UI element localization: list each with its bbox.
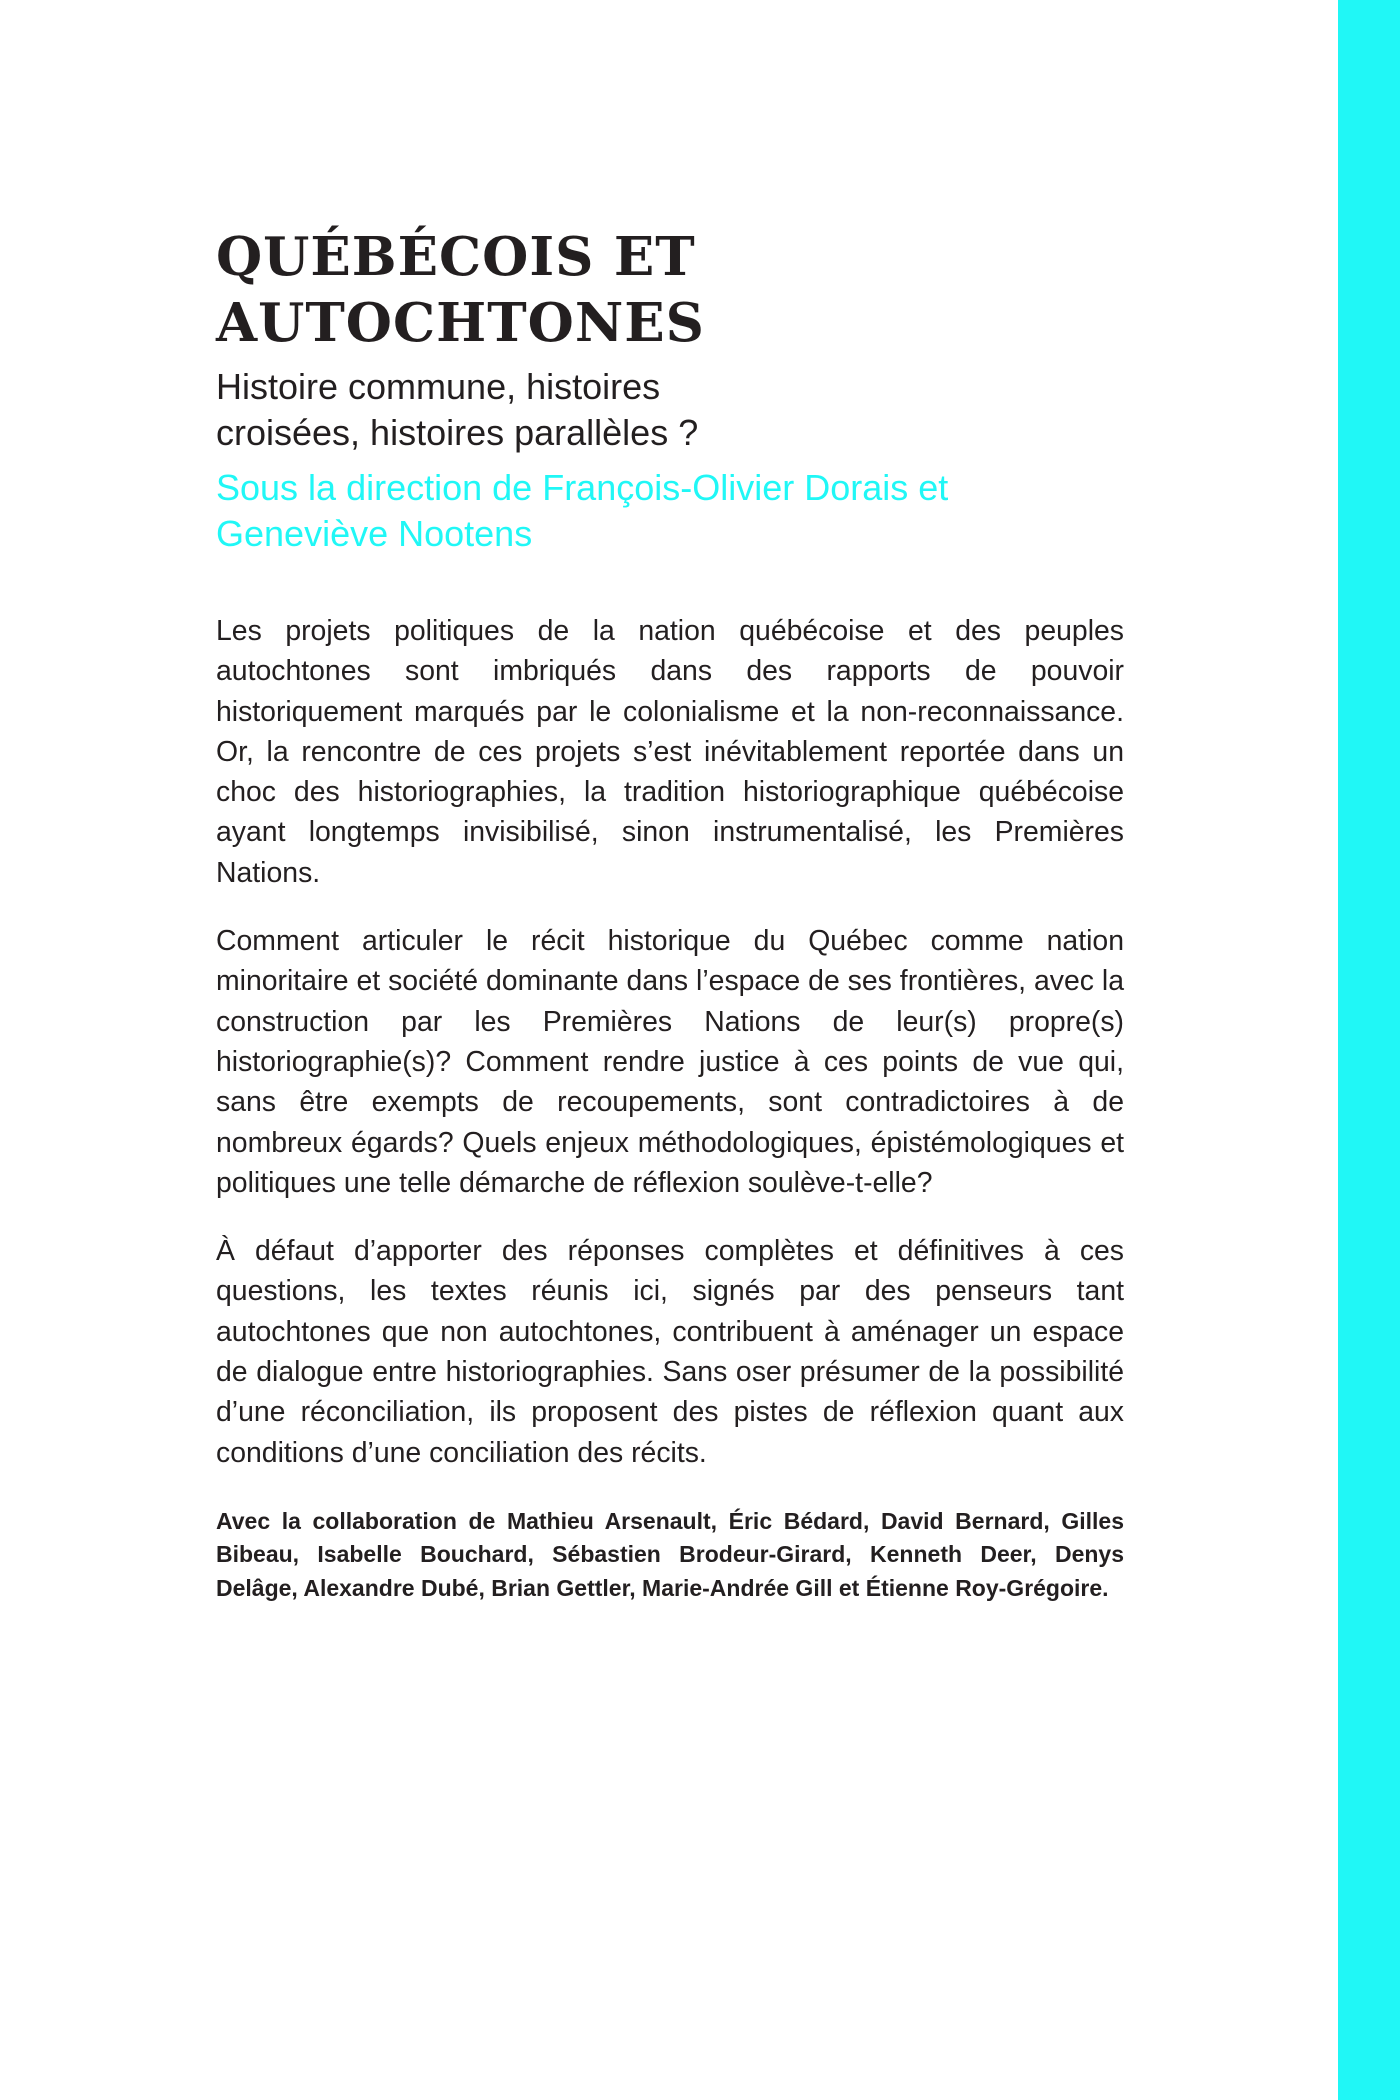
blurb-paragraph: Les projets politiques de la nation québécoise et des peuples autochtones sont imbriqués dans des rapports de pouvoir historiquement marqués par le colonialisme et la non-reconnaissance. Or, la rencontre de ces projets s’est inévitablement reportée dans un choc des historiographies, la tradition historiographique québécoise ayant longtemps invisibilisé, sinon instrumentalisé, les Premières Nations. [216, 615, 1124, 889]
collaborators-list: Avec la collaboration de Mathieu Arsenault, Éric Bédard, David Bernard, Gilles Bibeau, Isabelle Bouchard, Sébastien Brodeur-Girard, Kenneth Deer, Denys Delâge, Alexandre Dubé, Brian Gettler, Marie-Andrée Gill et Étienne Roy-Grégoire. [216, 1507, 1124, 1601]
cover-content [216, 218, 1124, 1605]
cyan-spine-band [1338, 0, 1400, 2100]
blurb [216, 611, 1124, 1605]
book-editors: Sous la direction de François-Olivier Dorais et Geneviève Nootens [216, 467, 949, 554]
book-title: QUÉBÉCOIS ET AUTOCHTONES [216, 226, 705, 354]
blurb-paragraph: Comment articuler le récit historique du Québec comme nation minoritaire et société dominante dans l’espace de ses frontières, avec la construction par les Premières Nations de leur(s) propre(s) historiographie(s)? Comment rendre justice à ces points de vue qui, sans être exempts de recoupements, sont contradictoires à de nombreux égards? Quels enjeux méthodologiques, épistémologiques et politiques une telle démarche de réflexion soulève-t-elle? [216, 925, 1124, 1199]
blurb-paragraph: À défaut d’apporter des réponses complètes et définitives à ces questions, les textes réunis ici, signés par des penseurs tant autochtones que non autochtones, contribuent à aménager un espace de dialogue entre historiographies. Sans oser présumer de la possibilité d’une réconciliation, ils proposent des pistes de réflexion quant aux conditions d’une conciliation des récits. [216, 1235, 1124, 1469]
book-subtitle: Histoire commune, histoires croisées, histoires parallèles ? [216, 366, 699, 453]
